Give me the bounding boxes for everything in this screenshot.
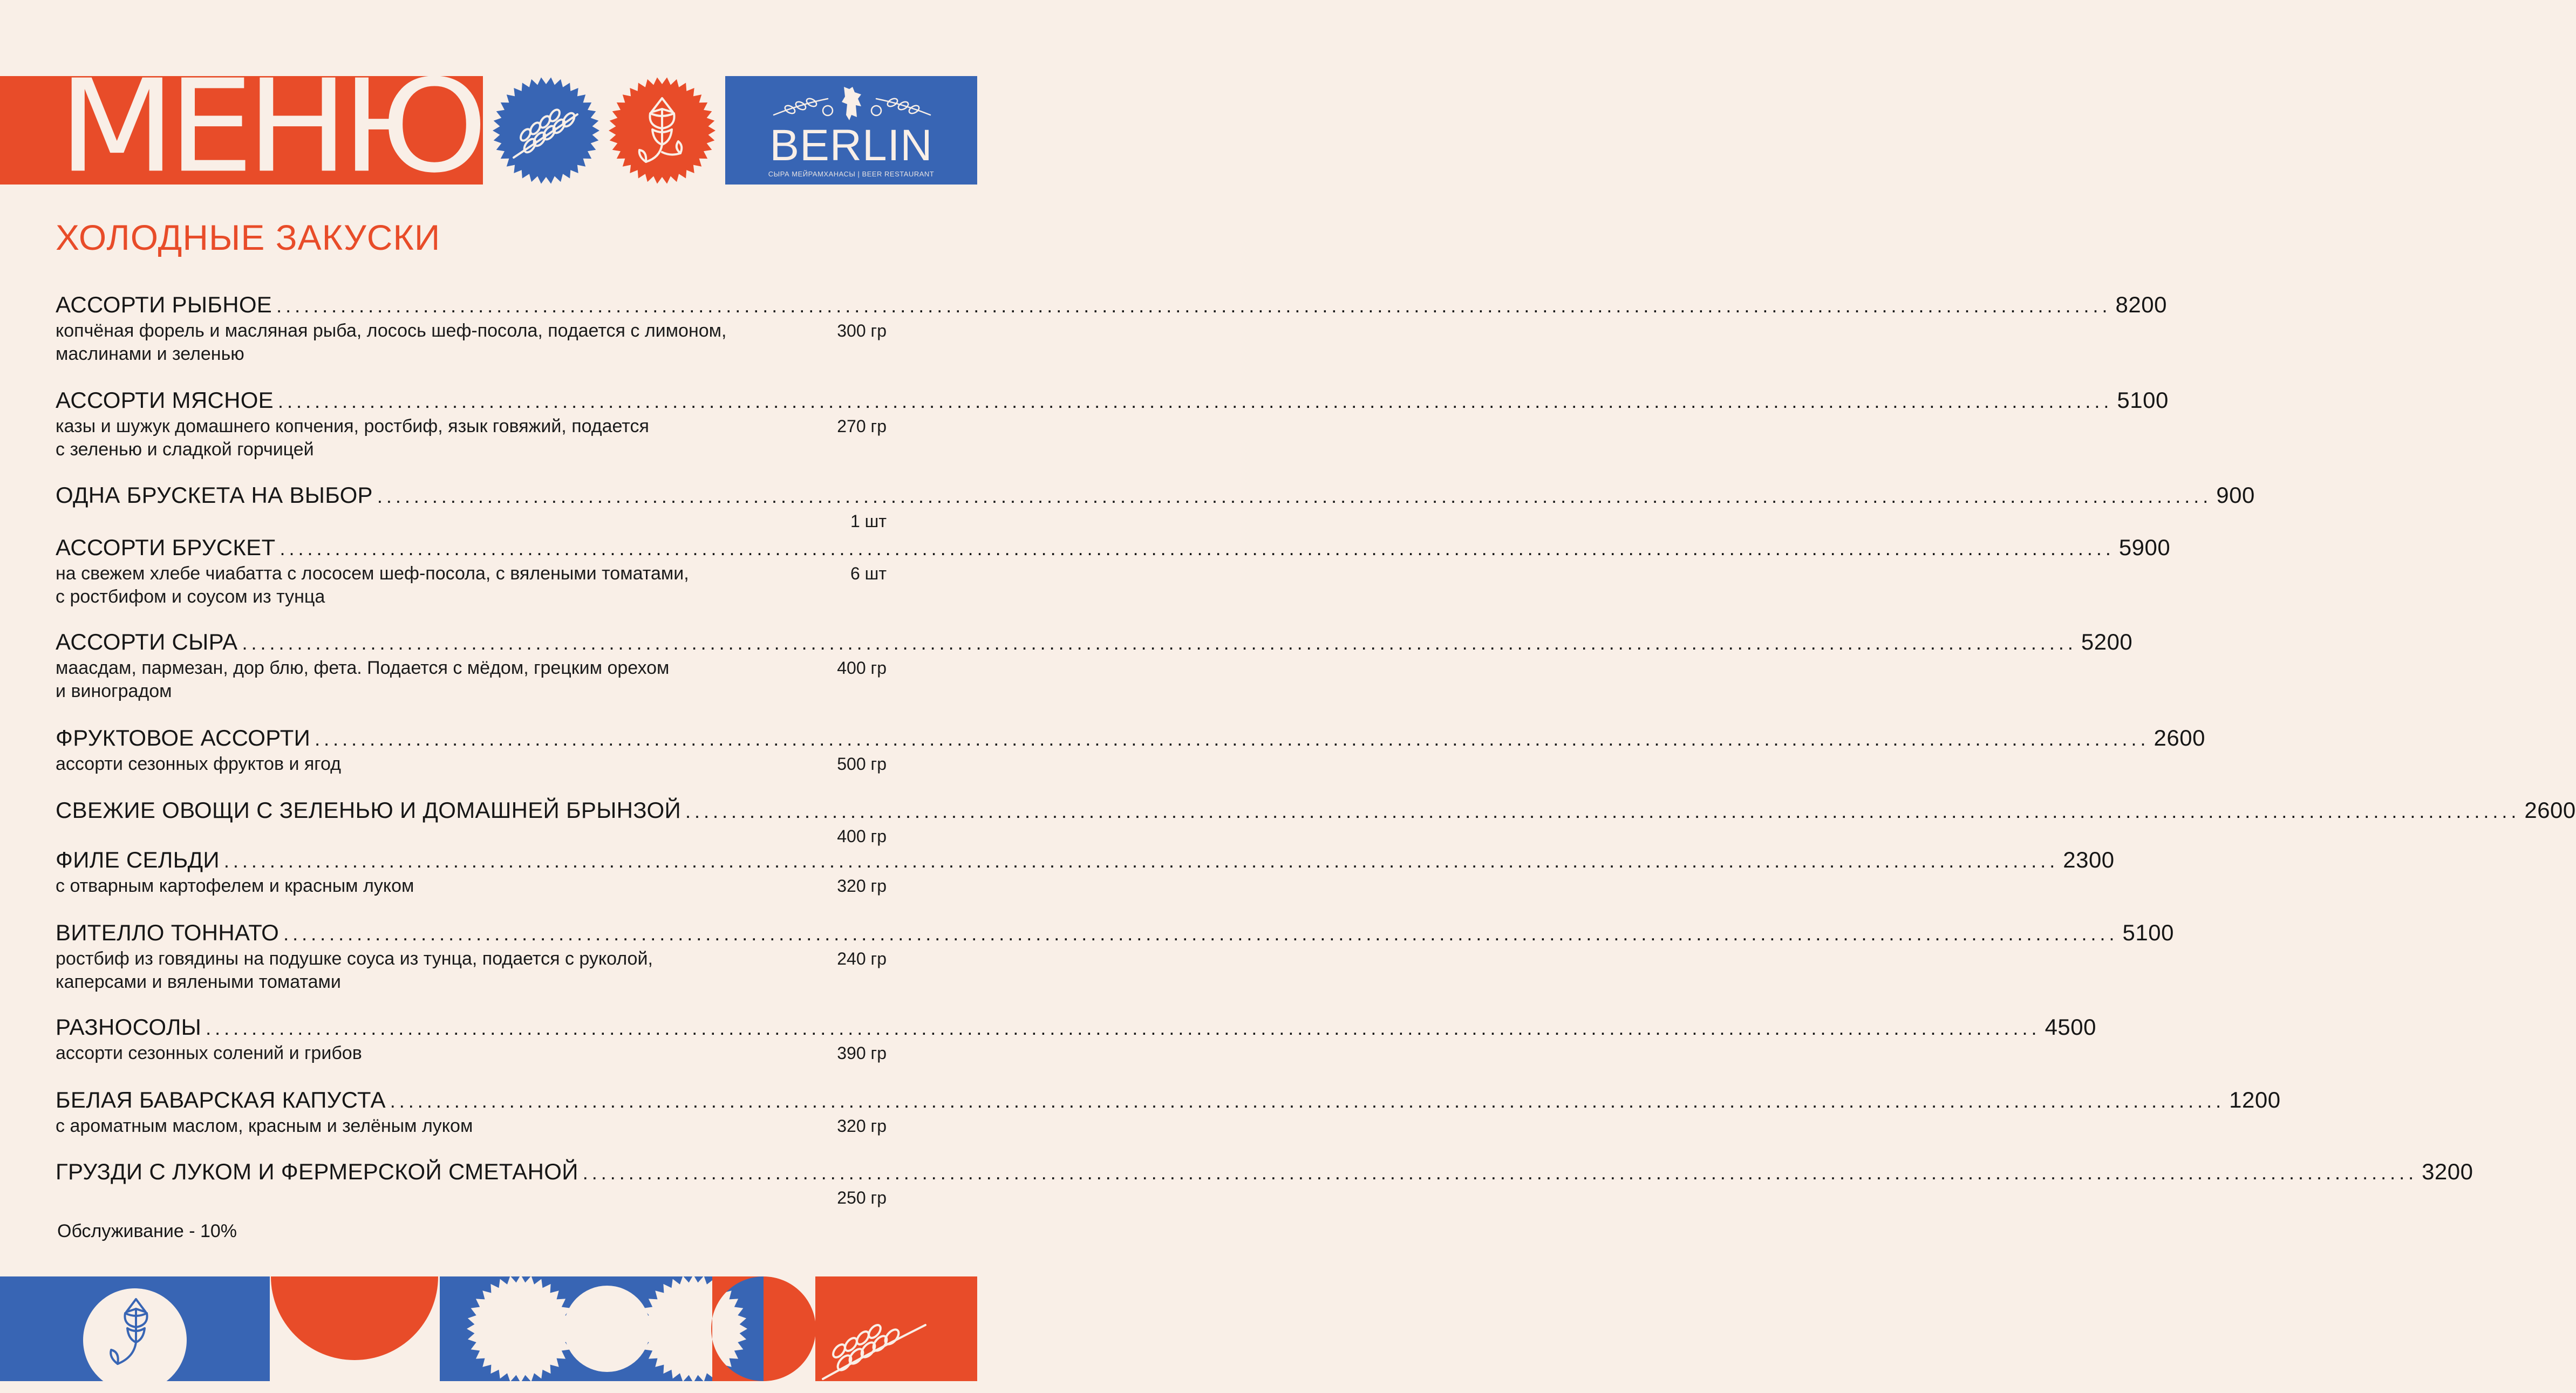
menu-title: МЕНЮ [58,52,481,201]
wheat-icon [764,1276,977,1381]
logo-ornament-icon [768,83,936,126]
description-line: казы и шужук домашнего копчения, ростбиф, язык говяжий, подается [56,416,649,436]
menu-item-description [56,825,800,848]
bear-icon [842,87,861,120]
menu-item-price: 5200 [2081,629,2133,654]
menu-item [56,725,2205,776]
section-title: ХОЛОДНЫЕ ЗАКУСКИ [56,217,441,257]
menu-item [56,629,2133,703]
dot-leader: ........................................................................................................................................................................................................ [582,1162,2418,1184]
menu-item-body [56,657,887,703]
menu-item [56,1014,2096,1065]
footer-panel-cream [270,1276,440,1381]
menu-item-body [56,875,887,898]
menu-item-weight: 250 гр [837,1188,887,1207]
menu-item-weight: 270 гр [837,416,887,436]
menu-item-weight: 300 гр [837,321,887,340]
menu-item-description [56,510,800,533]
menu-item-description [56,1042,800,1065]
menu-item-price: 2600 [2524,797,2576,823]
menu-item-name: АССОРТИ РЫБНОЕ [56,292,272,317]
menu-item-name: РАЗНОСОЛЫ [56,1014,202,1040]
menu-item-weight: 320 гр [837,876,887,896]
dot-leader: ........................................................................................................................................................................................................ [280,537,2115,559]
menu-item-header [56,387,2169,415]
menu-item [56,291,2167,366]
menu-item-name: ОДНА БРУСКЕТА НА ВЫБОР [56,482,373,508]
hop-icon [82,1287,188,1393]
menu-item-header [56,629,2133,657]
menu-item-body [56,1186,887,1210]
menu-item-body [56,825,887,848]
menu-item [56,919,2174,994]
menu-item-weight: 500 гр [837,754,887,774]
dot-leader: ........................................................................................................................................................................................................ [223,850,2059,872]
menu-item-description [56,947,800,994]
menu-item-name: АССОРТИ МЯСНОЕ [56,387,274,413]
description-line: ростбиф из говядины на подушке соуса из тунца, подается с руколой, [56,948,653,969]
dot-leader: ........................................................................................................................................................................................................ [276,295,2111,317]
menu-item-body [56,1042,887,1065]
dot-leader: ........................................................................................................................................................................................................ [242,632,2077,654]
menu-item [56,387,2169,461]
dot-leader: ........................................................................................................................................................................................................ [390,1090,2225,1112]
menu-item-weight: 1 шт [850,511,887,531]
menu-item-name: ГРУЗДИ С ЛУКОМ И ФЕРМЕРСКОЙ СМЕТАНОЙ [56,1159,578,1184]
dot-leader: ........................................................................................................................................................................................................ [377,485,2212,507]
menu-item-name: АССОРТИ СЫРА [56,629,238,654]
description-line: с ароматным маслом, красным и зелёным луком [56,1116,473,1136]
half-circle-shape [270,1276,440,1381]
menu-item [56,534,2171,609]
service-note: Обслуживание - 10% [57,1221,237,1241]
menu-item-description [56,562,800,609]
menu-item-body [56,415,887,461]
menu-item-name: СВЕЖИЕ ОВОЩИ С ЗЕЛЕНЬЮ И ДОМАШНЕЙ БРЫНЗОЙ [56,797,681,823]
menu-item-description [56,415,800,461]
description-line: копчёная форель и масляная рыба, лосось шеф-посола, подается с лимоном, [56,320,727,341]
dot-leader: ........................................................................................................................................................................................................ [206,1017,2041,1039]
menu-item-header [56,919,2174,947]
logo-brand: BERLIN [769,121,933,170]
menu-item-header [56,797,2576,825]
menu-item-price: 3200 [2422,1159,2473,1184]
description-line: каперсами и вялеными томатами [56,972,341,992]
description-line: с ростбифом и соусом из тунца [56,586,325,607]
menu-item-price: 8200 [2115,292,2167,317]
menu-item [56,1087,2281,1138]
menu-item [56,482,2255,533]
menu-item-weight: 400 гр [837,658,887,678]
menu-item-weight: 240 гр [837,949,887,968]
menu-item [56,797,2576,848]
dot-leader: ........................................................................................................................................................................................................ [278,390,2113,412]
menu-item-price: 4500 [2045,1014,2096,1040]
menu-item-header [56,1087,2281,1115]
menu-item-header [56,846,2115,875]
menu-item-header [56,1158,2473,1186]
description-line: маслинами и зеленью [56,344,244,364]
logo-subtitle: СЫРА МЕЙРАМХАНАСЫ | BEER RESTAURANT [768,170,935,178]
menu-item-header [56,291,2167,319]
menu-item-description [56,753,800,776]
menu-item-description [56,319,800,366]
menu-item-weight: 390 гр [837,1043,887,1063]
berlin-logo [725,76,977,185]
description-line: с зеленью и сладкой горчицей [56,439,314,460]
menu-item-header [56,482,2255,510]
footer-panel-red [764,1276,977,1381]
wheat-badge-icon [492,77,600,185]
menu-item-price: 2600 [2154,725,2205,750]
menu-item-body [56,510,887,533]
dot-leader: ........................................................................................................................................................................................................ [685,800,2520,822]
menu-item-body [56,319,887,366]
menu-item-description [56,1186,800,1210]
dot-leader: ........................................................................................................................................................................................................ [315,728,2150,750]
menu-item-description [56,1115,800,1138]
hop-badge-icon [608,77,716,185]
menu-item-name: ФРУКТОВОЕ АССОРТИ [56,725,311,750]
menu-item-price: 1200 [2229,1087,2281,1112]
menu-item-weight: 400 гр [837,827,887,846]
menu-item-price: 900 [2216,482,2255,508]
description-line: и виноградом [56,681,172,701]
menu-item-price: 2300 [2063,847,2115,872]
menu-item-header [56,725,2205,753]
menu-item-header [56,534,2171,562]
menu-item-name: БЕЛАЯ БАВАРСКАЯ КАПУСТА [56,1087,386,1112]
description-line: маасдам, пармезан, дор блю, фета. Подается с мёдом, грецким орехом [56,658,670,678]
description-line: на свежем хлебе чиабатта с лососем шеф-посола, с вялеными томатами, [56,563,689,584]
menu-item-price: 5900 [2118,535,2171,560]
menu-item-description [56,657,800,703]
menu-item-body [56,753,887,776]
menu-item-price: 5100 [2117,387,2169,413]
menu-item-price: 5100 [2122,920,2174,945]
menu-item-body [56,562,887,609]
description-line: с отварным картофелем и красным луком [56,876,414,896]
description-line: ассорти сезонных фруктов и ягод [56,754,341,774]
menu-item-name: ФИЛЕ СЕЛЬДИ [56,847,220,872]
menu-item-description [56,875,800,898]
menu-item [56,1158,2473,1210]
menu-item-header [56,1014,2096,1042]
menu-item [56,846,2115,898]
description-line: ассорти сезонных солений и грибов [56,1043,362,1063]
dot-leader: ........................................................................................................................................................................................................ [283,923,2118,945]
menu-item-body [56,1115,887,1138]
menu-item-name: АССОРТИ БРУСКЕТ [56,535,276,560]
footer-panel-blue [0,1276,270,1381]
menu-item-body [56,947,887,994]
menu-item-weight: 320 гр [837,1116,887,1136]
menu-item-weight: 6 шт [850,564,887,583]
menu-item-name: ВИТЕЛЛО ТОННАТО [56,920,280,945]
